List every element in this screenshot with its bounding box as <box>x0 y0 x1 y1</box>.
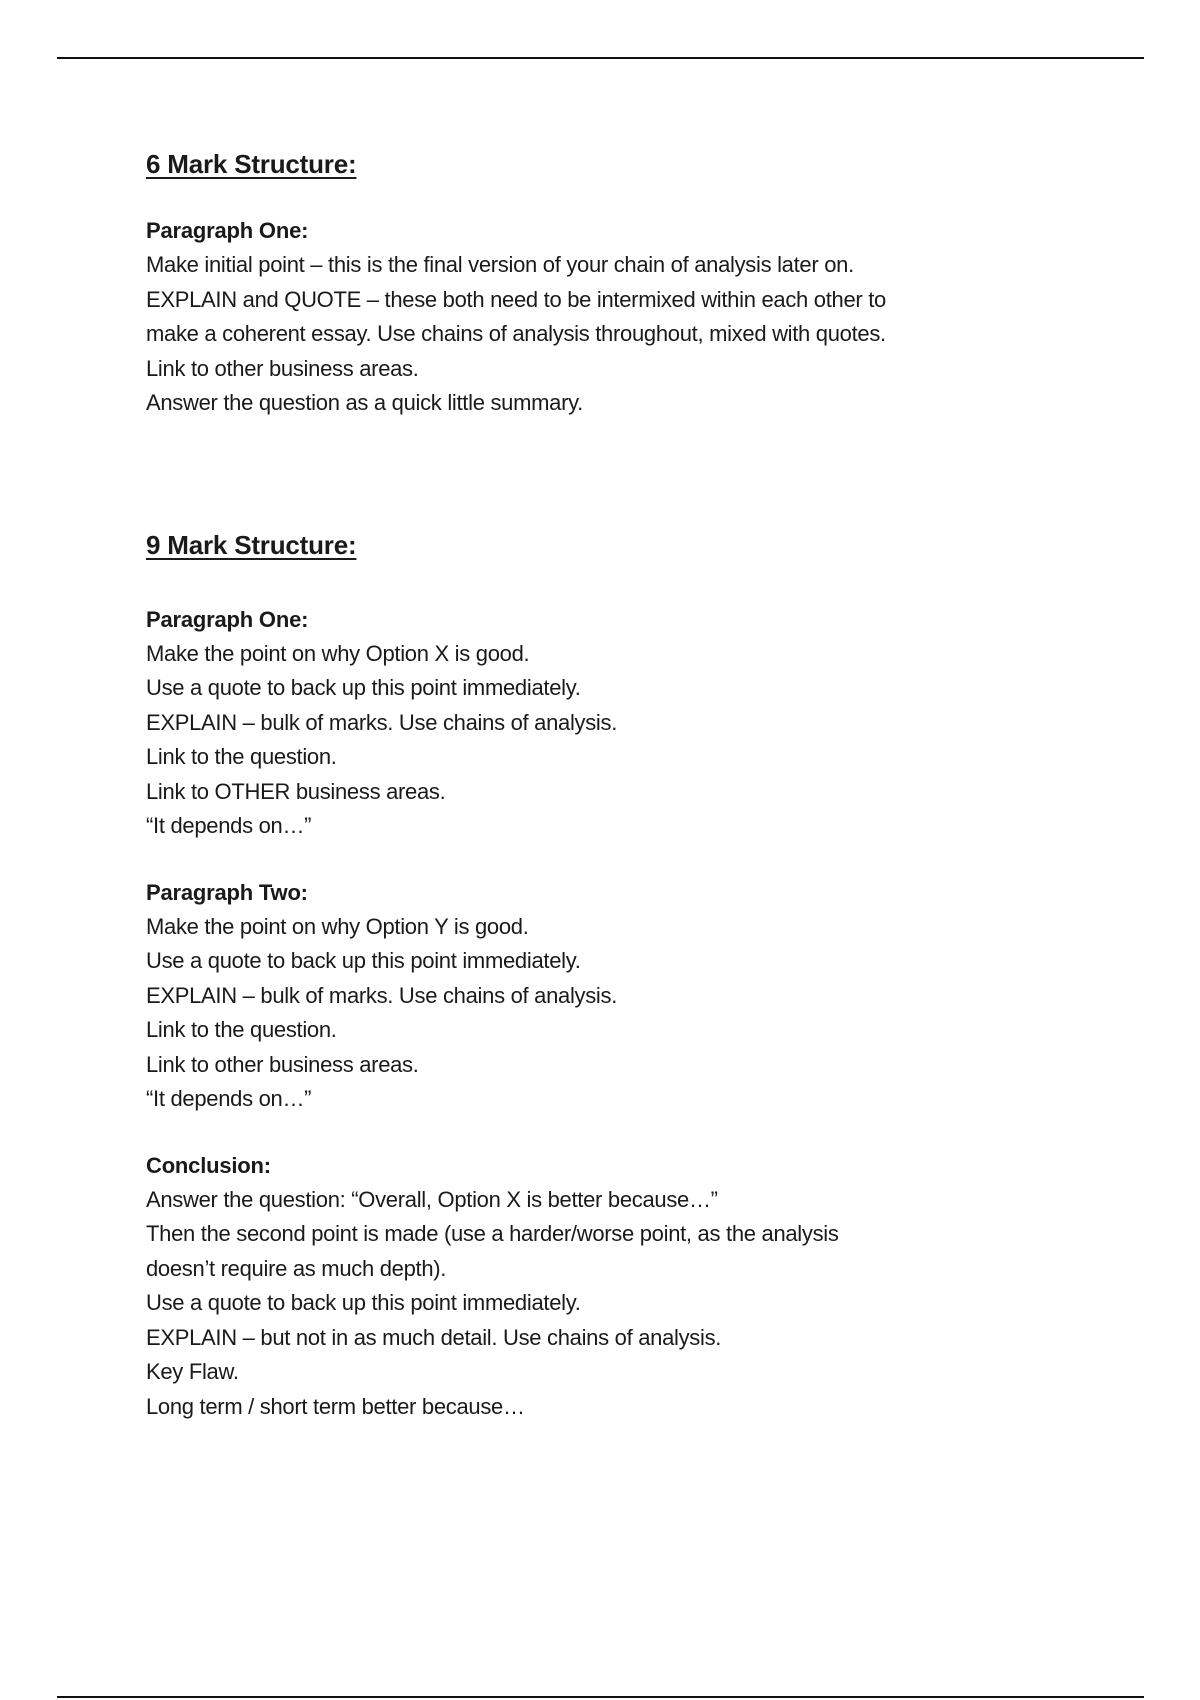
text-line: “It depends on…” <box>146 813 312 838</box>
section-title-9-mark: 9 Mark Structure: <box>146 529 357 560</box>
text-line: Then the second point is made (use a harder/worse point, as the analysis <box>146 1221 839 1246</box>
text-line: Long term / short term better because… <box>146 1393 525 1419</box>
six-mark-paragraph-one <box>146 214 1086 421</box>
text-line: Key Flaw. <box>146 1359 239 1384</box>
text-line: Link to the question. <box>146 1017 337 1042</box>
top-rule <box>57 57 1144 59</box>
text-line: EXPLAIN – bulk of marks. Use chains of analysis. <box>146 709 618 735</box>
nine-mark-paragraph-two <box>146 876 1086 1117</box>
text-line: Link to OTHER business areas. <box>146 778 446 804</box>
bottom-rule <box>57 1696 1144 1698</box>
document-body <box>146 146 1086 1424</box>
text-line: Make initial point – this is the final version of your chain of analysis later on. <box>146 252 854 277</box>
text-line: Link to the question. <box>146 744 337 769</box>
paragraph-heading: Paragraph One: <box>146 218 309 243</box>
text-line: Answer the question: “Overall, Option X is better because…” <box>146 1186 718 1212</box>
paragraph-heading: Conclusion: <box>146 1152 271 1178</box>
nine-mark-conclusion <box>146 1149 1086 1425</box>
nine-mark-paragraph-one <box>146 603 1086 844</box>
text-line: EXPLAIN – but not in as much detail. Use chains of analysis. <box>146 1324 722 1350</box>
text-line: make a coherent essay. Use chains of analysis throughout, mixed with quotes. <box>146 321 886 346</box>
text-line: Link to other business areas. <box>146 1051 419 1077</box>
text-line: Make the point on why Option X is good. <box>146 640 530 666</box>
section-title-6-mark: 6 Mark Structure: <box>146 149 357 179</box>
paragraph-heading: Paragraph Two: <box>146 879 308 905</box>
text-line: Link to other business areas. <box>146 355 419 381</box>
text-line: doesn’t require as much depth). <box>146 1255 447 1281</box>
text-line: EXPLAIN – bulk of marks. Use chains of analysis. <box>146 982 618 1008</box>
text-line: Answer the question as a quick little summary. <box>146 390 583 415</box>
text-line: EXPLAIN and QUOTE – these both need to be intermixed within each other to <box>146 286 886 312</box>
text-line: Use a quote to back up this point immediately. <box>146 948 581 973</box>
text-line: “It depends on…” <box>146 1086 312 1111</box>
text-line: Use a quote to back up this point immediately. <box>146 1290 581 1315</box>
text-line: Use a quote to back up this point immediately. <box>146 675 581 700</box>
text-line: Make the point on why Option Y is good. <box>146 913 529 939</box>
paragraph-heading: Paragraph One: <box>146 606 309 632</box>
